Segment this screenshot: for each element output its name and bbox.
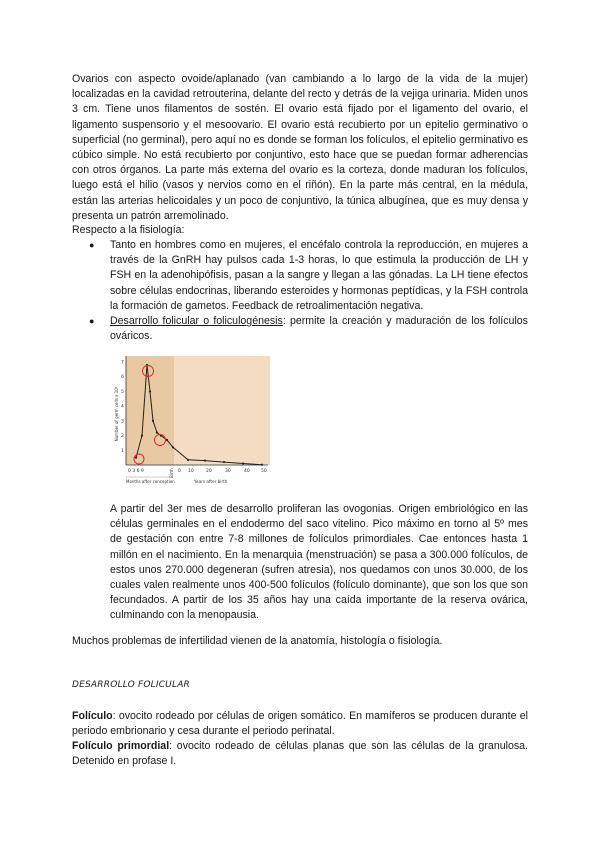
y-tick-label: 2	[121, 434, 124, 440]
x-tick-label: 30	[225, 469, 231, 474]
postnatal-band	[174, 356, 270, 465]
months-label: Months after conception	[126, 479, 175, 484]
bullet-dot: ●	[89, 240, 95, 250]
data-point	[242, 462, 244, 464]
y-tick-label: 7	[121, 360, 124, 366]
data-point	[149, 390, 151, 392]
bullet2-term: Desarrollo folicular o foliculogénesis	[110, 315, 283, 328]
infertility-paragraph: Muchos problemas de infertilidad vienen de la anatomía, histología o fisiología.	[72, 635, 443, 647]
definition-follicle	[72, 709, 528, 739]
bullet1-text: Tanto en hombres como en mujeres, el encéfalo controla la reproducción, en mujeres a través de la GnRH hay pulsos cada 1-3 horas, lo que estimula la producción de LH y FSH en la adenohipófisis, pasan a la sangre y llegan a las gónadas. La LH tiene efectos sobre células endocrinas, liberando esteroides y hormonas peptídicas, y la FSH controla la formación de gametos. Feedback de retroalimentación negativa.	[110, 239, 528, 312]
data-point	[152, 420, 154, 422]
y-tick-label: 1	[121, 448, 124, 454]
physiology-list	[72, 238, 528, 344]
data-point	[166, 439, 168, 441]
x-tick-zero: 0	[178, 469, 181, 474]
y-tick-label: 3	[121, 419, 124, 425]
data-point	[135, 457, 137, 459]
germ-cell-chart-figure	[112, 352, 270, 498]
x-tick-label: 20	[206, 469, 212, 474]
data-point	[141, 434, 143, 436]
list-item	[72, 314, 528, 344]
y-tick-label: 6	[121, 375, 124, 381]
birth-tick: Birth	[169, 468, 174, 478]
section-heading: DESARROLLO FOLICULAR	[72, 680, 190, 690]
def1-term: Folículo	[72, 710, 113, 722]
germ-cell-chart	[112, 352, 270, 498]
bullet2-paragraph: A partir del 3er mes de desarrollo proliferan las ovogonias. Origen embriológico en las células germinales en el endodermo del saco vitelino. Pico máximo en torno al 5º mes de gestación con entre 7-8 millones de folículos primordiales. Cae entonces hasta 1 millón en el nacimiento. En la menarquia (menstruación) se pasa a 300.000 folículos, de estos unos 270.000 degeneran (sufren atresia), nos quedamos con unos 30.000, de los cuales valen realmente unos 400-500 folículos (folículo dominante), que son los que son fecundados. A partir de los 35 años hay una caída importante de la reserva ovárica, culminando con la menopausia.	[110, 503, 528, 622]
bullet-dot: ●	[89, 316, 95, 327]
x-tick-label: 40	[244, 469, 250, 474]
data-point	[172, 446, 174, 448]
y-axis-label: Number of germ cells x 10⁶	[114, 386, 119, 442]
prenatal-band	[126, 356, 174, 465]
data-point	[156, 432, 158, 434]
x-tick-label: 10	[188, 469, 194, 474]
data-point	[261, 464, 263, 466]
intro-paragraph: Ovarios con aspecto ovoide/aplanado (van cambiando a lo largo de la vida de la mujer) localizadas en la cavidad retrouterina, delante del recto y detrás de la vejiga urinaria. Miden unos 3 cm. Tiene unos filamentos de sostén. El ovario está fijado por el ligamento del ovario, el ligamento suspensorio y el mesoovario. El ovario está recubierto por un epitelio germinativo o superficial (no germinal), pero aquí no es donde se forman los folículos, el epitelio germinativo es cúbico simple. No está recubierto por conjuntivo, esto hace que se puedan formar adherencias con otros órganos. La parte más externa del ovario es la corteza, donde maduran los folículos, luego está el hilio (vasos y nervios como en el riñón). En la parte más central, en la médula, están las arterias helicoidales y un poco de conjuntivo, la túnica albugínea, que es muy densa y presenta un patrón arremolinado.	[72, 73, 528, 222]
physiology-label: Respecto a la fisiología:	[72, 224, 185, 236]
bullet2-rest: : permite la creación y maduración de los folículos ováricos.	[110, 315, 528, 343]
data-point	[223, 461, 225, 463]
data-point	[204, 459, 206, 461]
definition-primordial-follicle	[72, 739, 528, 769]
def2-term: Folículo primordial	[72, 740, 170, 752]
list-item	[72, 238, 528, 314]
x-tick-label: 50	[261, 469, 267, 474]
y-tick-label: 4	[121, 404, 124, 410]
years-label: Years after birth	[194, 479, 228, 484]
def1-text: : ovocito rodeado por células de origen somático. En mamíferos se producen durante el periodo embrionario y cesa durante el periodo perinatal.	[72, 710, 528, 738]
def2-text: : ovocito rodeado de células planas que son las células de la granulosa. Detenido en profase I.	[72, 740, 528, 768]
x-ticks-months: 0 3 6 9	[128, 469, 144, 474]
y-tick-label: 5	[121, 389, 124, 395]
data-point	[187, 459, 189, 461]
